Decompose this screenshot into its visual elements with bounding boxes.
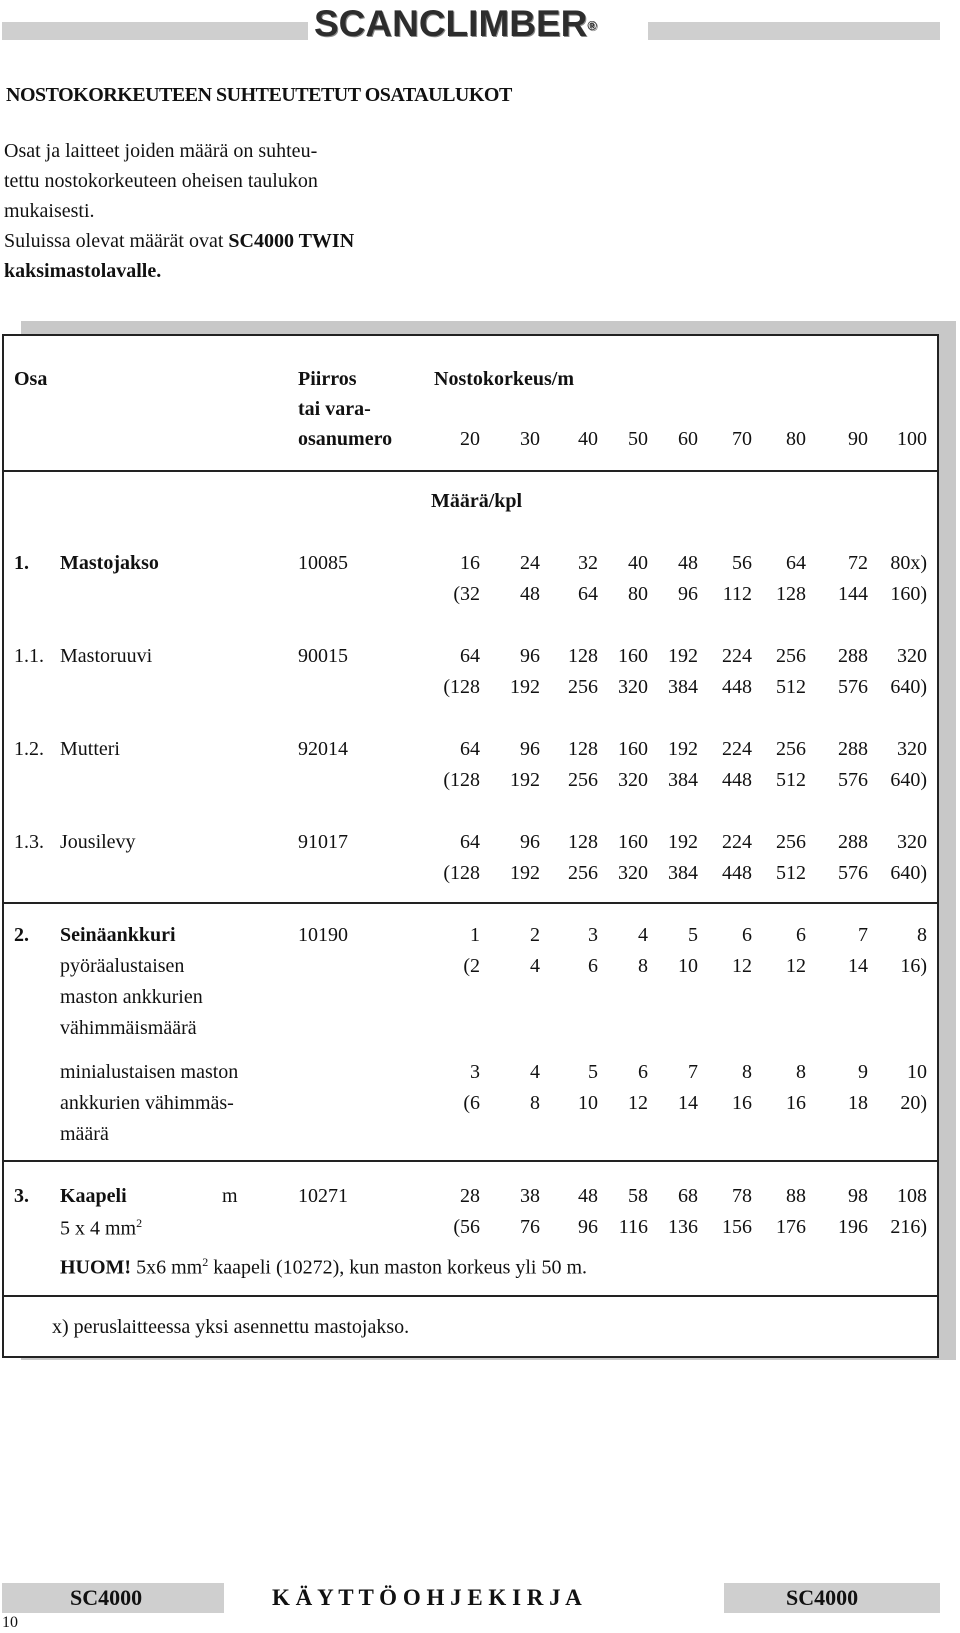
twin-quantity-cell: 256 [568,676,598,698]
part-name: Jousilevy [60,831,136,853]
twin-quantity-cell: 128 [776,583,806,605]
row-number: 1. [14,552,29,574]
table-divider [2,1160,939,1162]
header-bar-left [2,22,308,40]
part-name: Mastoruuvi [60,645,153,667]
cable-note [60,1255,587,1280]
quantity-cell: 192 [668,831,698,853]
quantity-cell: 320 [897,831,927,853]
twin-quantity-cell: 8 [530,1092,540,1114]
twin-quantity-cell: 640) [890,862,927,884]
quantity-cell: 128 [568,645,598,667]
twin-quantity-cell: 48 [520,583,540,605]
twin-quantity-cell: 156 [722,1216,752,1238]
quantity-cell: 320 [897,738,927,760]
twin-quantity-cell: 384 [668,862,698,884]
quantity-cell: 8 [917,924,927,946]
twin-quantity-cell: 576 [838,676,868,698]
quantity-cell: 4 [530,1061,540,1083]
quantity-cell: 288 [838,645,868,667]
height-header-cell: 90 [848,428,868,450]
quantity-cell: 10 [907,1061,927,1083]
quantity-cell: 3 [588,924,598,946]
cable-spec-sup: 2 [136,1216,143,1230]
quantity-cell: 7 [688,1061,698,1083]
quantity-cell: 38 [520,1185,540,1207]
twin-quantity-cell: 116 [618,1216,648,1238]
cable-note-text: 5x6 mm [131,1256,203,1279]
height-header-cell: 60 [678,428,698,450]
twin-quantity-cell: 192 [510,862,540,884]
twin-quantity-cell: 80 [628,583,648,605]
quantity-cell: 8 [796,1061,806,1083]
twin-quantity-cell: 512 [776,769,806,791]
table-divider [2,1295,939,1297]
part-code: 10085 [298,552,348,574]
quantity-cell: 192 [668,738,698,760]
twin-quantity-cell: 12 [786,955,806,977]
twin-quantity-cell: 640) [890,769,927,791]
quantity-cell: 96 [520,831,540,853]
height-header-cell: 30 [520,428,540,450]
twin-quantity-cell: 256 [568,769,598,791]
twin-quantity-cell: 14 [678,1092,698,1114]
quantity-cell: 128 [568,831,598,853]
quantity-cell: 7 [858,924,868,946]
twin-quantity-cell: 320 [618,676,648,698]
height-header-cell: 40 [578,428,598,450]
twin-quantity-cell: 4 [530,955,540,977]
quantity-cell: 16 [460,552,480,574]
logo-text: SCANCLIMBER [314,3,588,44]
quantity-cell: 64 [460,831,480,853]
intro-line-4-text: Suluissa olevat määrät ovat [4,230,229,252]
twin-quantity-cell: 192 [510,769,540,791]
part-name: Kaapeli [60,1185,127,1207]
anchor-sub2-line2: ankkurien vähimmäs- [60,1092,234,1114]
twin-quantity-cell: 192 [510,676,540,698]
quantity-label: Määrä/kpl [431,490,523,512]
anchor-sub1-line2: maston ankkurien [60,986,203,1008]
twin-quantity-cell: 136 [668,1216,698,1238]
cable-spec-text: 5 x 4 mm [60,1217,137,1240]
quantity-cell: 68 [678,1185,698,1207]
footer-model-left: SC4000 [70,1585,143,1610]
quantity-cell: 58 [628,1185,648,1207]
part-code: 10190 [298,924,348,946]
quantity-cell: 8 [742,1061,752,1083]
twin-quantity-cell: 216) [890,1216,927,1238]
quantity-cell: 64 [460,645,480,667]
twin-quantity-cell: 16) [900,955,927,977]
quantity-cell: 64 [460,738,480,760]
twin-quantity-cell: 6 [588,955,598,977]
part-name: Seinäankkuri [60,924,176,946]
twin-quantity-cell: 10 [678,955,698,977]
row-number: 2. [14,924,29,946]
cable-note-bold: HUOM! [60,1256,132,1279]
row-number: 3. [14,1185,29,1207]
registered-mark: ® [587,18,597,33]
twin-quantity-cell: 320 [618,862,648,884]
row-number: 1.2. [14,738,44,760]
height-header-cell: 80 [786,428,806,450]
quantity-cell: 6 [796,924,806,946]
quantity-cell: 256 [776,738,806,760]
cable-note-sup: 2 [202,1255,209,1269]
page-number: 10 [2,1614,18,1631]
twin-quantity-cell: 196 [838,1216,868,1238]
twin-quantity-cell: 96 [678,583,698,605]
twin-quantity-cell: (32 [453,583,480,605]
intro-line-2: tettu nostokorkeuteen oheisen taulukon [4,170,318,192]
twin-quantity-cell: 14 [848,955,868,977]
twin-quantity-cell: 448 [722,862,752,884]
quantity-cell: 288 [838,738,868,760]
intro-line-4-bold: SC4000 TWIN [228,230,355,252]
quantity-cell: 224 [722,831,752,853]
twin-quantity-cell: 448 [722,769,752,791]
quantity-cell: 2 [530,924,540,946]
quantity-cell: 88 [786,1185,806,1207]
quantity-cell: 128 [568,738,598,760]
quantity-cell: 108 [897,1185,927,1207]
twin-quantity-cell: 10 [578,1092,598,1114]
quantity-cell: 1 [470,924,480,946]
twin-quantity-cell: (128 [443,769,480,791]
table-footnote: x) peruslaitteessa yksi asennettu mastojakso. [52,1316,410,1338]
table-divider [2,470,939,472]
twin-quantity-cell: (128 [443,676,480,698]
twin-quantity-cell: 76 [520,1216,540,1238]
quantity-cell: 224 [722,738,752,760]
intro-line-1: Osat ja laitteet joiden määrä on suhteu- [4,140,318,162]
part-code: 91017 [298,831,348,853]
part-code: 10271 [298,1185,348,1207]
twin-quantity-cell: (128 [443,862,480,884]
quantity-cell: 64 [786,552,806,574]
anchor-sub2-line3: määrä [60,1123,109,1145]
quantity-cell: 160 [618,738,648,760]
page-title: NOSTOKORKEUTEEN SUHTEUTETUT OSATAULUKOT [6,84,512,106]
anchor-sub1-line3: vähimmäismäärä [60,1017,197,1039]
quantity-cell: 4 [638,924,648,946]
quantity-cell: 24 [520,552,540,574]
part-code: 90015 [298,645,348,667]
twin-quantity-cell: (2 [463,955,480,977]
twin-quantity-cell: 144 [838,583,868,605]
twin-quantity-cell: 576 [838,862,868,884]
twin-quantity-cell: 512 [776,676,806,698]
twin-quantity-cell: 512 [776,862,806,884]
twin-quantity-cell: 8 [638,955,648,977]
quantity-cell: 5 [588,1061,598,1083]
quantity-cell: 320 [897,645,927,667]
twin-quantity-cell: 64 [578,583,598,605]
quantity-cell: 72 [848,552,868,574]
quantity-cell: 6 [638,1061,648,1083]
quantity-cell: 224 [722,645,752,667]
twin-quantity-cell: 256 [568,862,598,884]
quantity-cell: 288 [838,831,868,853]
twin-quantity-cell: (6 [463,1092,480,1114]
quantity-cell: 98 [848,1185,868,1207]
column-header-code-3: osanumero [298,428,393,450]
quantity-cell: 78 [732,1185,752,1207]
row-number: 1.1. [14,645,44,667]
quantity-cell: 32 [578,552,598,574]
twin-quantity-cell: 112 [722,583,752,605]
twin-quantity-cell: 448 [722,676,752,698]
anchor-sub1-line1: pyöräalustaisen [60,955,185,977]
column-header-part: Osa [14,368,48,390]
scanclimber-logo [314,4,644,44]
quantity-cell: 256 [776,831,806,853]
twin-quantity-cell: 12 [628,1092,648,1114]
twin-quantity-cell: 96 [578,1216,598,1238]
twin-quantity-cell: 384 [668,676,698,698]
intro-line-4 [4,230,354,253]
twin-quantity-cell: 384 [668,769,698,791]
twin-quantity-cell: 176 [776,1216,806,1238]
quantity-cell: 9 [858,1061,868,1083]
column-header-code-2: tai vara- [298,398,371,420]
twin-quantity-cell: 20) [900,1092,927,1114]
quantity-cell: 80x) [890,552,927,574]
height-header-cell: 20 [460,428,480,450]
twin-quantity-cell: 18 [848,1092,868,1114]
quantity-cell: 48 [578,1185,598,1207]
height-header-cell: 100 [897,428,927,450]
twin-quantity-cell: 576 [838,769,868,791]
cable-unit: m [222,1185,238,1207]
twin-quantity-cell: 640) [890,676,927,698]
quantity-cell: 160 [618,645,648,667]
quantity-cell: 48 [678,552,698,574]
twin-quantity-cell: 12 [732,955,752,977]
row-number: 1.3. [14,831,44,853]
quantity-cell: 256 [776,645,806,667]
part-code: 92014 [298,738,348,760]
header-bar-right [648,22,940,40]
quantity-cell: 96 [520,645,540,667]
quantity-cell: 40 [628,552,648,574]
quantity-cell: 160 [618,831,648,853]
footer-manual-title: K Ä Y T T Ö O H J E K I R J A [272,1585,582,1610]
table-divider [2,902,939,904]
anchor-sub2-line1: minialustaisen maston [60,1061,239,1083]
quantity-cell: 5 [688,924,698,946]
twin-quantity-cell: 160) [890,583,927,605]
quantity-cell: 192 [668,645,698,667]
twin-quantity-cell: 16 [732,1092,752,1114]
height-header-cell: 50 [628,428,648,450]
part-name: Mastojakso [60,552,159,574]
cable-spec [60,1216,142,1241]
column-header-code-1: Piirros [298,368,357,390]
quantity-cell: 56 [732,552,752,574]
twin-quantity-cell: 16 [786,1092,806,1114]
intro-line-5: kaksimastolavalle. [4,260,162,282]
part-name: Mutteri [60,738,120,760]
intro-line-3: mukaisesti. [4,200,95,222]
quantity-cell: 3 [470,1061,480,1083]
twin-quantity-cell: (56 [453,1216,480,1238]
cable-note-tail: kaapeli (10272), kun maston korkeus yli 50 m. [208,1256,588,1279]
quantity-cell: 96 [520,738,540,760]
column-header-height: Nostokorkeus/m [434,368,575,390]
quantity-cell: 28 [460,1185,480,1207]
height-header-cell: 70 [732,428,752,450]
quantity-cell: 6 [742,924,752,946]
twin-quantity-cell: 320 [618,769,648,791]
footer-model-right: SC4000 [786,1585,859,1610]
